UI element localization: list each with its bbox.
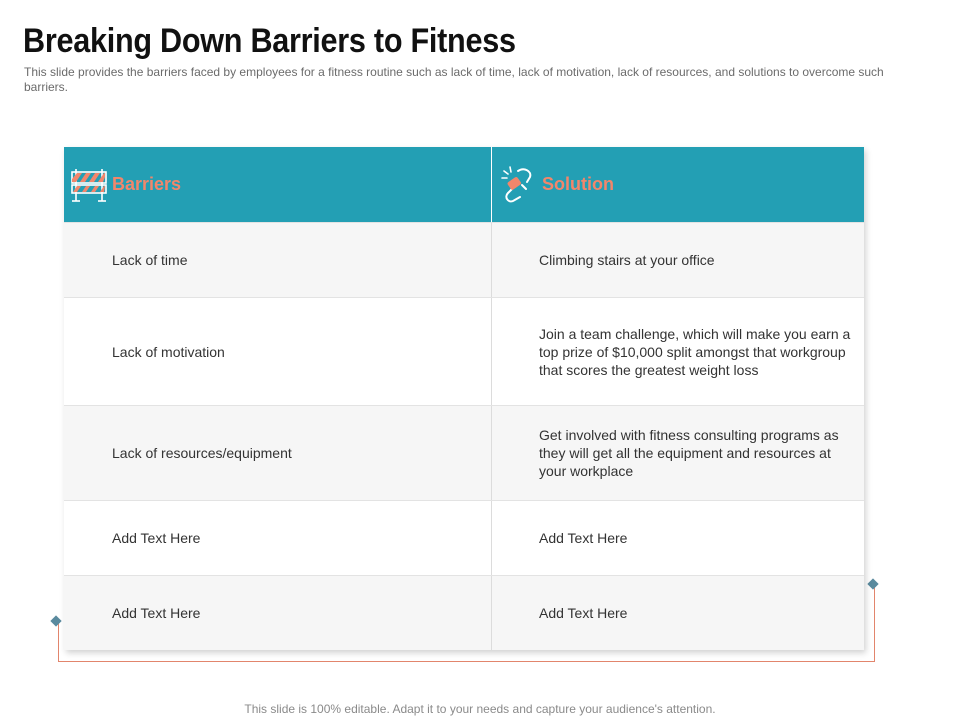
solution-cell: Climbing stairs at your office <box>539 252 715 268</box>
table-row <box>64 500 864 575</box>
table-row <box>64 297 864 405</box>
solution-cell: Add Text Here <box>539 605 628 621</box>
barriers-solutions-table <box>64 147 864 650</box>
solution-cell: Add Text Here <box>539 530 628 546</box>
solution-header-label: Solution <box>542 174 614 194</box>
slide-subtitle: This slide provides the barriers faced by employees for a fitness routine such as lack of time, lack of motivation, lack of resources, and solutions to overcome such barriers. <box>24 65 884 94</box>
right-diamond-marker <box>867 578 878 589</box>
barrier-cell: Add Text Here <box>64 501 492 575</box>
slide-title: Breaking Down Barriers to Fitness <box>23 22 516 60</box>
broken-chain-icon <box>498 165 540 205</box>
table-row <box>64 222 864 297</box>
solution-cell: Get involved with fitness consulting programs as they will get all the equipment and resources at your workplace <box>539 427 839 479</box>
solution-header <box>492 147 864 222</box>
table-header-row <box>64 147 864 222</box>
barrier-cell: Lack of resources/equipment <box>64 406 492 500</box>
decorative-frame-line-right <box>874 586 875 626</box>
barrier-cell: Lack of time <box>64 223 492 297</box>
barriers-header-label: Barriers <box>112 174 182 194</box>
barrier-cell: Add Text Here <box>64 576 492 650</box>
barrier-cell: Lack of motivation <box>64 298 492 405</box>
solution-cell: Join a team challenge, which will make you earn a top prize of $10,000 split amongst that workgroup that scores the greatest weight loss <box>539 325 851 378</box>
barriers-header <box>64 147 492 222</box>
footer-note: This slide is 100% editable. Adapt it to your needs and capture your audience's attention. <box>244 702 716 716</box>
barricade-icon <box>68 165 110 205</box>
table-row <box>64 575 864 650</box>
table-row <box>64 405 864 500</box>
